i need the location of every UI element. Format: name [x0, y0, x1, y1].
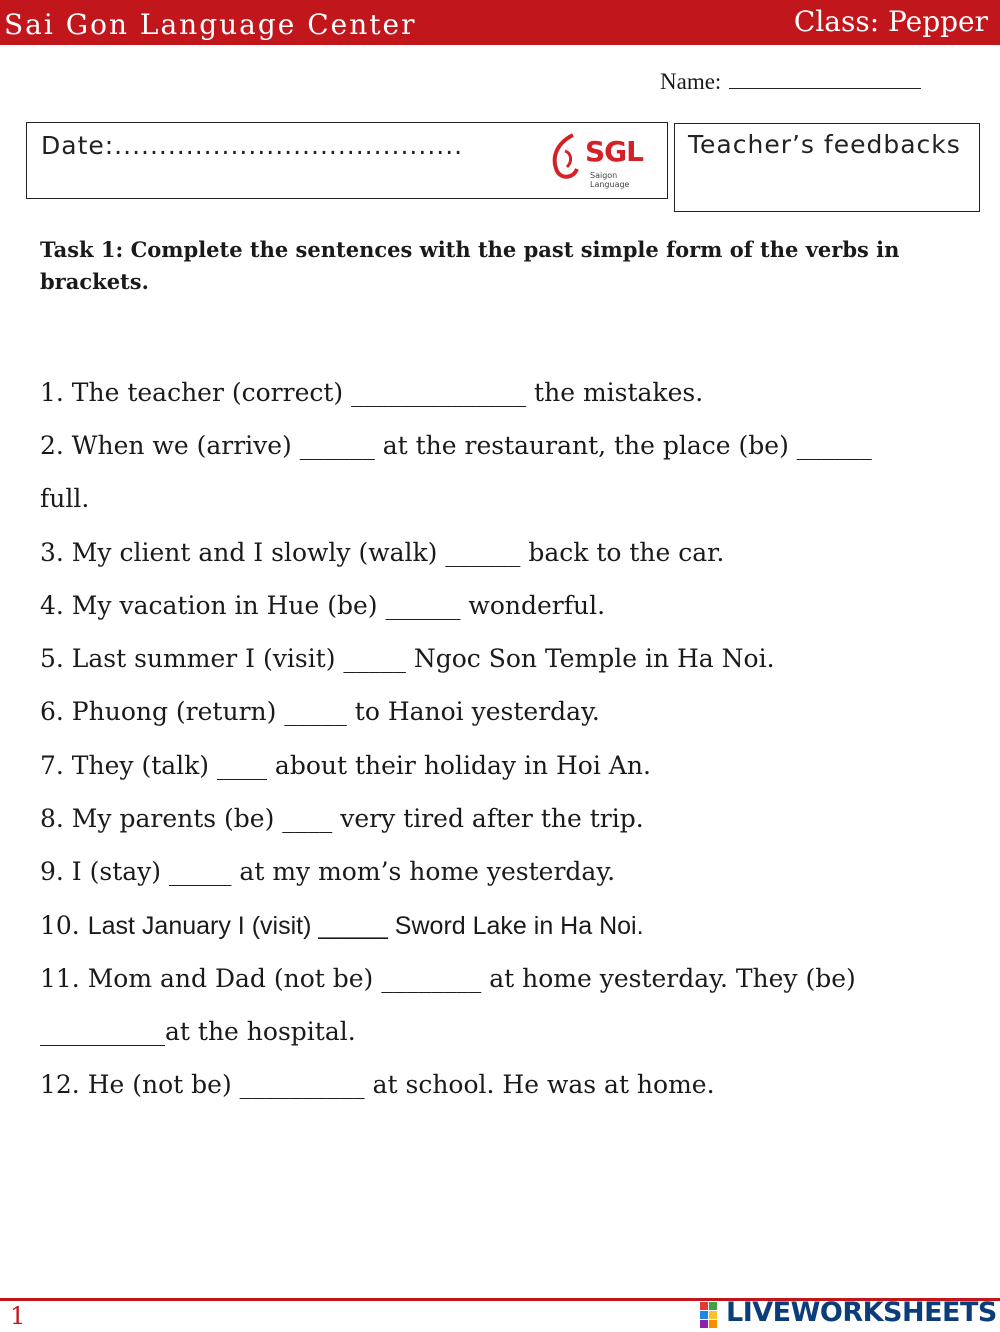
exercise-line[interactable]: 12. He (not be) __________ at school. He was at home. [40, 1070, 715, 1099]
exercise-line-10[interactable] [40, 911, 644, 941]
logo-text: SGL [585, 135, 643, 168]
exercise-line: full. [40, 484, 90, 513]
sgl-logo [547, 131, 657, 189]
exercise-line[interactable]: 8. My parents (be) ____ very tired after the trip. [40, 804, 644, 833]
exercise-line[interactable]: 6. Phuong (return) _____ to Hanoi yesterday. [40, 697, 600, 726]
exercise-line[interactable]: 7. They (talk) ____ about their holiday in Hoi An. [40, 751, 651, 780]
task-title: Task 1: Complete the sentences with the past simple form of the verbs in brackets. [40, 237, 900, 294]
brand-text: LIVEWORKSHEETS [726, 1297, 997, 1328]
date-box [26, 122, 668, 199]
feedback-label: Teacher’s feedbacks [688, 130, 961, 159]
exercise-line[interactable]: 11. Mom and Dad (not be) ________ at home yesterday. They (be) [40, 964, 856, 993]
name-label: Name: [660, 69, 722, 94]
class-label: Class: Pepper [793, 5, 988, 38]
liveworksheets-logo [700, 1297, 997, 1328]
exercise-line[interactable]: 2. When we (arrive) ______ at the restaurant, the place (be) ______ [40, 431, 872, 460]
logo-subtext: Saigon Language [590, 171, 630, 189]
exercise-line[interactable]: 1. The teacher (correct) ______________ the mistakes. [40, 378, 704, 407]
exercise-line[interactable]: 3. My client and I slowly (walk) ______ back to the car. [40, 538, 725, 567]
exercise-line[interactable]: 5. Last summer I (visit) _____ Ngoc Son Temple in Ha Noi. [40, 644, 775, 673]
page-number: 1 [10, 1302, 26, 1330]
exercise-line[interactable]: 9. I (stay) _____ at my mom’s home yesterday. [40, 857, 616, 886]
feedback-box [674, 123, 980, 212]
line-number: 10. [40, 911, 88, 940]
sgl-swoosh-icon [547, 131, 587, 183]
line-text: Last January I (visit) _____ Sword Lake in Ha Noi. [87, 912, 644, 940]
header-bar [0, 0, 1000, 45]
center-name: Sai Gon Language Center [4, 8, 417, 41]
exercise-line[interactable]: 4. My vacation in Hue (be) ______ wonderful. [40, 591, 606, 620]
name-field[interactable] [660, 68, 921, 95]
name-blank[interactable] [729, 68, 921, 89]
exercise-line[interactable]: __________at the hospital. [40, 1017, 356, 1046]
date-label[interactable]: Date:....................................... [41, 131, 464, 160]
